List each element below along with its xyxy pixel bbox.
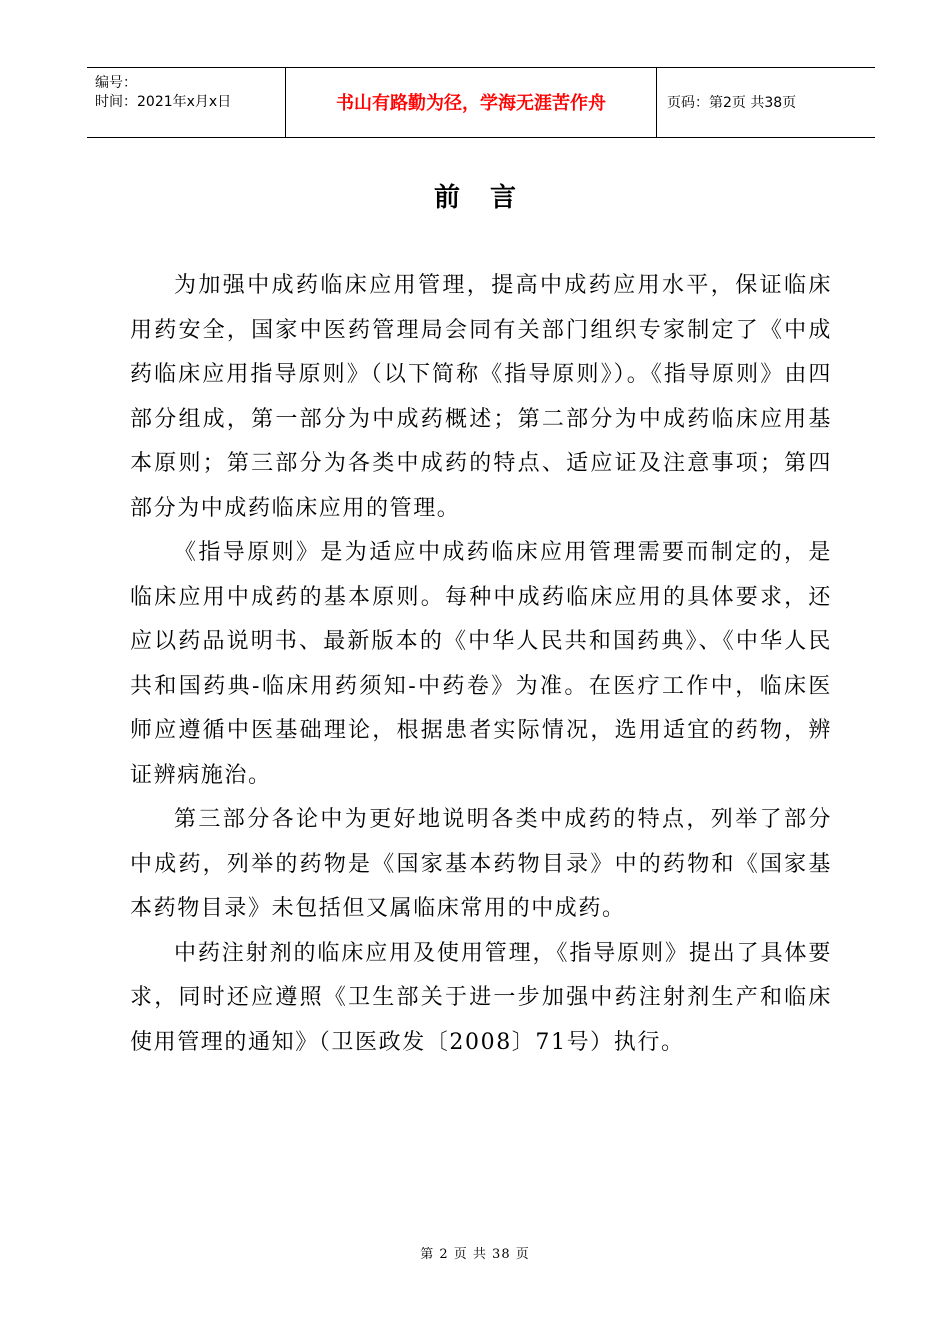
paragraph-2: 《指导原则》是为适应中成药临床应用管理需要而制定的，是临床应用中成药的基本原则。每种中成药临床应用的具体要求，还应以药品说明书、最新版本的《中华人民共和国药典》、《中华人民共和国药典-临床用药须知-中药卷》为准。在医疗工作中，临床医师应遵循中医基础理论，根据患者实际情况，选用适宜的药物，辨证辨病施治。 (130, 540, 832, 788)
header-page-number: 页码：第2页 共38页 (667, 95, 797, 111)
document-body (130, 264, 832, 1065)
header-motto-cell (286, 68, 657, 137)
paragraph-3: 第三部分各论中为更好地说明各类中成药的特点，列举了部分中成药，列举的药物是《国家基本药物目录》中的药物和《国家基本药物目录》未包括但又属临床常用的中成药。 (130, 807, 832, 921)
paragraph-4: 中药注射剂的临床应用及使用管理，《指导原则》提出了具体要求，同时还应遵照《卫生部关于进一步加强中药注射剂生产和临床使用管理的通知》（卫医政发〔2008〕71号）执行。 (130, 940, 832, 1055)
document-code-label: 编号： (95, 75, 137, 91)
header-motto: 书山有路勤为径，学海无涯苦作舟 (336, 93, 606, 114)
header-page-cell (657, 68, 875, 137)
paragraph-1: 为加强中成药临床应用管理，提高中成药应用水平，保证临床用药安全，国家中医药管理局会同有关部门组织专家制定了《中成药临床应用指导原则》（以下简称《指导原则》）。《指导原则》由四部分组成，第一部分为中成药概述；第二部分为中成药临床应用基本原则；第三部分为各类中成药的特点、适应证及注意事项；第四部分为中成药临床应用的管理。 (130, 273, 832, 521)
page-title: 前言 (433, 183, 546, 213)
document-header (87, 67, 875, 138)
document-time-label: 时间：2021年x月x日 (95, 94, 232, 110)
header-meta-cell (87, 68, 286, 137)
page-footer: 第 2 页 共 38 页 (420, 1247, 530, 1262)
